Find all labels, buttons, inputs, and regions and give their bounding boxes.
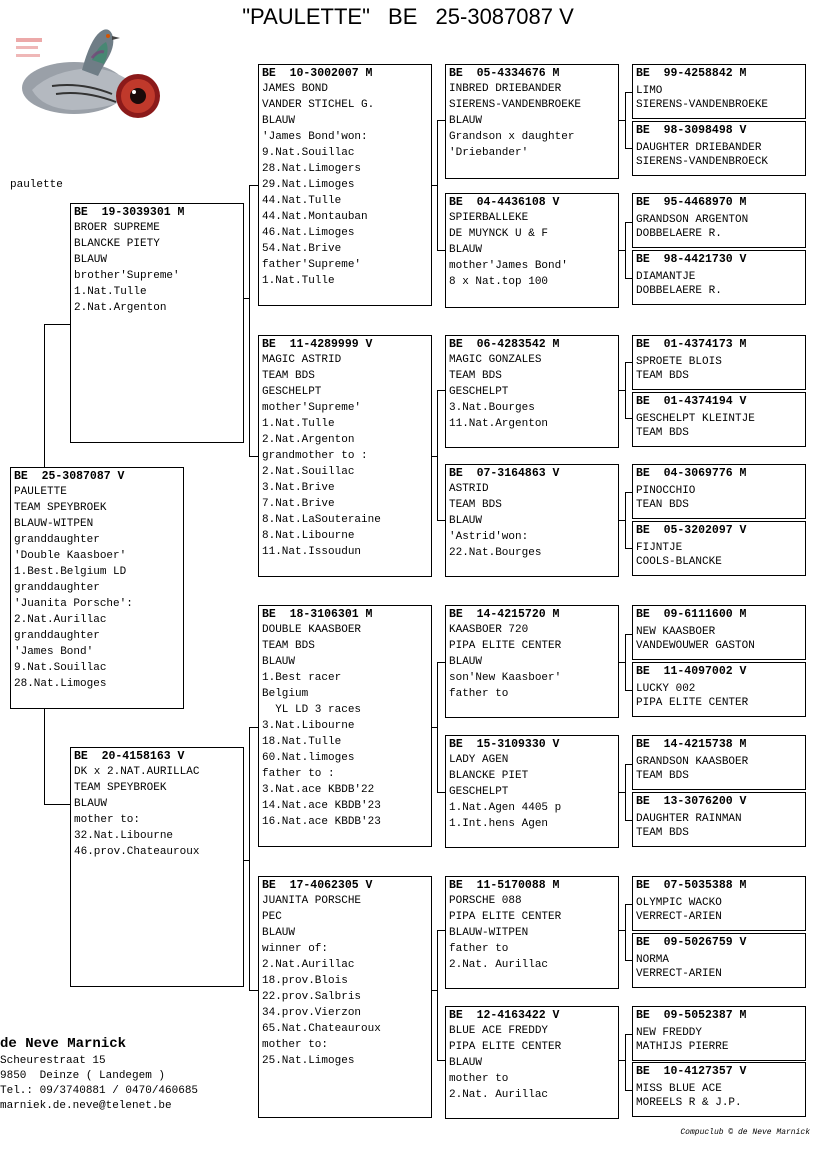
pedigree-line: MAGIC GONZALES bbox=[449, 354, 542, 366]
connector bbox=[44, 708, 45, 804]
ring-number: BE 12-4163422 V bbox=[449, 1009, 560, 1022]
ring-number: BE 14-4215738 M bbox=[636, 738, 747, 751]
pedigree-line: 'Astrid'won: bbox=[449, 531, 529, 543]
connector bbox=[625, 764, 626, 820]
connector bbox=[625, 222, 626, 278]
connector bbox=[625, 1034, 626, 1090]
pedigree-line: mother to: bbox=[74, 814, 141, 826]
pedigree-line: TEAM BDS bbox=[636, 370, 689, 382]
pedigree-line: 1.Best racer bbox=[262, 672, 342, 684]
g3-grandparent-box bbox=[632, 605, 806, 660]
ring-number: BE 19-3039301 M bbox=[74, 206, 185, 219]
grandparent-box bbox=[258, 335, 432, 577]
pedigree-line: 'Juanita Porsche': bbox=[14, 598, 133, 610]
pedigree-line: 32.Nat.Libourne bbox=[74, 830, 174, 842]
pedigree-line: NEW KAASBOER bbox=[636, 626, 716, 638]
pedigree-line: father to bbox=[449, 943, 509, 955]
pedigree-line: BLAUW bbox=[449, 244, 483, 256]
connector bbox=[437, 662, 438, 792]
g3-grandparent-box bbox=[632, 792, 806, 847]
pedigree-line: 54.Nat.Brive bbox=[262, 243, 342, 255]
ring-number: BE 25-3087087 V bbox=[14, 470, 125, 483]
pedigree-line: SIERENS-VANDENBROEKE bbox=[449, 99, 582, 111]
pedigree-line: BLAUW bbox=[74, 798, 108, 810]
pedigree-line: BLUE ACE FREDDY bbox=[449, 1025, 549, 1037]
pedigree-line: 8 x Nat.top 100 bbox=[449, 276, 549, 288]
pedigree-line: 1.Nat.Tulle bbox=[262, 275, 335, 287]
pedigree-line: TEAM BDS bbox=[449, 370, 502, 382]
pedigree-line: 16.Nat.ace KBDB'23 bbox=[262, 816, 381, 828]
ring-number: BE 09-5052387 M bbox=[636, 1009, 747, 1022]
pedigree-line: 2.Nat. Aurillac bbox=[449, 959, 549, 971]
pedigree-line: 3.Nat.Libourne bbox=[262, 720, 355, 732]
pedigree-line: SPIERBALLEKE bbox=[449, 212, 529, 224]
pedigree-line: father'Supreme' bbox=[262, 259, 362, 271]
g3-grandparent-box bbox=[632, 1006, 806, 1061]
ring-number: BE 18-3106301 M bbox=[262, 608, 373, 621]
connector bbox=[249, 990, 258, 991]
pedigree-line: PAULETTE bbox=[14, 486, 67, 498]
ring-number: BE 98-3098498 V bbox=[636, 124, 747, 137]
grandparent-box bbox=[258, 605, 432, 847]
pedigree-line: 28.Nat.Limoges bbox=[14, 678, 107, 690]
ring-number: BE 10-4127357 V bbox=[636, 1065, 747, 1078]
connector bbox=[437, 390, 438, 520]
pedigree-line: MAGIC ASTRID bbox=[262, 354, 342, 366]
pedigree-line: SIERENS-VANDENBROECK bbox=[636, 156, 769, 168]
pedigree-line: DAUGHTER RAINMAN bbox=[636, 813, 742, 825]
connector bbox=[437, 120, 438, 250]
connector bbox=[249, 727, 258, 728]
pedigree-line: MISS BLUE ACE bbox=[636, 1083, 722, 1095]
pedigree-line: 8.Nat.Libourne bbox=[262, 530, 355, 542]
ring-number: BE 11-5170088 M bbox=[449, 879, 560, 892]
g3-grandparent-box bbox=[632, 662, 806, 717]
great-grandparent-box bbox=[445, 64, 619, 179]
g3-grandparent-box bbox=[632, 250, 806, 305]
pedigree-line: 8.Nat.LaSouteraine bbox=[262, 514, 381, 526]
ring-number: BE 95-4468970 M bbox=[636, 196, 747, 209]
connector bbox=[618, 390, 625, 391]
ring-number: BE 04-3069776 M bbox=[636, 467, 747, 480]
pedigree-line: BLAUW bbox=[262, 656, 296, 668]
great-grandparent-box bbox=[445, 335, 619, 448]
pedigree-line: 2.Nat.Argenton bbox=[262, 434, 355, 446]
ring-number: BE 05-4334676 M bbox=[449, 67, 560, 80]
ring-number: BE 01-4374173 M bbox=[636, 338, 747, 351]
connector bbox=[437, 520, 445, 521]
pedigree-line: VERRECT-ARIEN bbox=[636, 911, 722, 923]
pedigree-line: GESCHELPT bbox=[262, 386, 322, 398]
great-grandparent-box bbox=[445, 464, 619, 577]
great-grandparent-box bbox=[445, 193, 619, 308]
pedigree-line: 44.Nat.Tulle bbox=[262, 195, 342, 207]
connector bbox=[618, 662, 625, 663]
pedigree-line: 2.Nat.Aurillac bbox=[14, 614, 107, 626]
pedigree-line: PIPA ELITE CENTER bbox=[449, 1041, 562, 1053]
connector bbox=[437, 792, 445, 793]
pedigree-line: MATHIJS PIERRE bbox=[636, 1041, 729, 1053]
pedigree-line: brother'Supreme' bbox=[74, 270, 180, 282]
pedigree-line: BLAUW bbox=[262, 927, 296, 939]
pedigree-line: 2.Nat.Souillac bbox=[262, 466, 355, 478]
connector bbox=[625, 362, 626, 418]
ring-number: BE 09-5026759 V bbox=[636, 936, 747, 949]
pedigree-line: JAMES BOND bbox=[262, 83, 329, 95]
pedigree-line: PORSCHE 088 bbox=[449, 895, 522, 907]
ring-number: BE 11-4097002 V bbox=[636, 665, 747, 678]
ring-number: BE 98-4421730 V bbox=[636, 253, 747, 266]
owner-name: de Neve Marnick bbox=[0, 1036, 127, 1052]
connector bbox=[249, 185, 258, 186]
pedigree-line: 1.Nat.Tulle bbox=[74, 286, 147, 298]
pedigree-line: mother'James Bond' bbox=[449, 260, 568, 272]
pedigree-line: BLAUW bbox=[449, 1057, 483, 1069]
connector bbox=[437, 390, 445, 391]
pedigree-line: 22.Nat.Bourges bbox=[449, 547, 542, 559]
pedigree-line: son'New Kaasboer' bbox=[449, 672, 562, 684]
connector bbox=[437, 250, 445, 251]
pedigree-line: BLAUW-WITPEN bbox=[14, 518, 94, 530]
pedigree-line: granddaughter bbox=[14, 534, 100, 546]
pedigree-line: 14.Nat.ace KBDB'23 bbox=[262, 800, 381, 812]
pedigree-line: GRANDSON ARGENTON bbox=[636, 214, 749, 226]
pedigree-line: GESCHELPT bbox=[449, 386, 509, 398]
pedigree-line: TEAM BDS bbox=[262, 370, 315, 382]
great-grandparent-box bbox=[445, 876, 619, 989]
pedigree-line: 1.Int.hens Agen bbox=[449, 818, 549, 830]
g3-grandparent-box bbox=[632, 1062, 806, 1117]
pedigree-line: father to : bbox=[262, 768, 335, 780]
pedigree-line: Belgium bbox=[262, 688, 309, 700]
pedigree-line: MOREELS R & J.P. bbox=[636, 1097, 742, 1109]
pedigree-line: INBRED DRIEBANDER bbox=[449, 83, 562, 95]
ring-number: BE 17-4062305 V bbox=[262, 879, 373, 892]
pedigree-line: YL LD 3 races bbox=[262, 704, 362, 716]
connector bbox=[249, 185, 250, 456]
pedigree-line: 3.Nat.ace KBDB'22 bbox=[262, 784, 375, 796]
pedigree-line: BLAUW bbox=[74, 254, 108, 266]
pedigree-line: TEAM BDS bbox=[636, 427, 689, 439]
pedigree-line: 11.Nat.Argenton bbox=[449, 418, 549, 430]
pedigree-line: 22.prov.Salbris bbox=[262, 991, 362, 1003]
pedigree-line: PIPA ELITE CENTER bbox=[636, 697, 749, 709]
owner-email: marniek.de.neve@telenet.be bbox=[0, 1100, 172, 1112]
connector bbox=[618, 120, 625, 121]
great-grandparent-box bbox=[445, 605, 619, 718]
ring-number: BE 15-3109330 V bbox=[449, 738, 560, 751]
title-ring: 25-3087087 V bbox=[435, 4, 574, 29]
pedigree-line: DE MUYNCK U & F bbox=[449, 228, 549, 240]
pedigree-line: 46.Nat.Limoges bbox=[262, 227, 355, 239]
connector bbox=[44, 324, 70, 325]
grandparent-box bbox=[258, 876, 432, 1118]
pedigree-line: 'Double Kaasboer' bbox=[14, 550, 127, 562]
ring-number: BE 01-4374194 V bbox=[636, 395, 747, 408]
pedigree-line: TEAM SPEYBROEK bbox=[14, 502, 107, 514]
pedigree-line: PEC bbox=[262, 911, 282, 923]
pedigree-line: SPROETE BLOIS bbox=[636, 356, 722, 368]
subject-box bbox=[10, 467, 184, 709]
g3-grandparent-box bbox=[632, 193, 806, 248]
ring-number: BE 99-4258842 M bbox=[636, 67, 747, 80]
pedigree-line: 29.Nat.Limoges bbox=[262, 179, 355, 191]
title-name: "PAULETTE" bbox=[242, 4, 370, 29]
connector bbox=[44, 324, 45, 470]
pedigree-line: BLAUW bbox=[449, 515, 483, 527]
pedigree-line: 9.Nat.Souillac bbox=[14, 662, 107, 674]
pedigree-line: PIPA ELITE CENTER bbox=[449, 640, 562, 652]
pedigree-line: GESCHELPT KLEINTJE bbox=[636, 413, 755, 425]
pedigree-line: mother'Supreme' bbox=[262, 402, 362, 414]
pedigree-line: 1.Nat.Agen 4405 p bbox=[449, 802, 562, 814]
pedigree-line: mother to bbox=[449, 1073, 509, 1085]
g3-grandparent-box bbox=[632, 464, 806, 519]
pedigree-line: Grandson x daughter bbox=[449, 131, 575, 143]
ring-number: BE 07-3164863 V bbox=[449, 467, 560, 480]
pedigree-line: 2.Nat.Argenton bbox=[74, 302, 167, 314]
pedigree-line: LUCKY 002 bbox=[636, 683, 696, 695]
pedigree-line: 18.prov.Blois bbox=[262, 975, 348, 987]
pedigree-line: 9.Nat.Souillac bbox=[262, 147, 355, 159]
ring-number: BE 06-4283542 M bbox=[449, 338, 560, 351]
pedigree-line: father to bbox=[449, 688, 509, 700]
pedigree-line: 60.Nat.limoges bbox=[262, 752, 355, 764]
ring-number: BE 07-5035388 M bbox=[636, 879, 747, 892]
pedigree-line: DOBBELAERE R. bbox=[636, 228, 722, 240]
pedigree-line: 'James Bond' bbox=[14, 646, 94, 658]
pedigree-line: ASTRID bbox=[449, 483, 489, 495]
ring-number: BE 14-4215720 M bbox=[449, 608, 560, 621]
pedigree-line: 'Driebander' bbox=[449, 147, 529, 159]
ring-number: BE 05-3202097 V bbox=[636, 524, 747, 537]
grandparent-box bbox=[258, 64, 432, 306]
subject-label: paulette bbox=[10, 179, 63, 191]
pedigree-line: FIJNTJE bbox=[636, 542, 683, 554]
owner-street: Scheurestraat 15 bbox=[0, 1055, 106, 1067]
connector bbox=[618, 1060, 625, 1061]
pedigree-line: 28.Nat.Limogers bbox=[262, 163, 362, 175]
pedigree-line: VANDER STICHEL G. bbox=[262, 99, 375, 111]
pedigree-line: DAUGHTER DRIEBANDER bbox=[636, 142, 762, 154]
pedigree-line: BLAUW-WITPEN bbox=[449, 927, 529, 939]
pedigree-line: KAASBOER 720 bbox=[449, 624, 529, 636]
connector bbox=[625, 492, 626, 548]
title-country: BE bbox=[388, 4, 418, 29]
pedigree-line: TEAM BDS bbox=[636, 770, 689, 782]
pedigree-line: PINOCCHIO bbox=[636, 485, 696, 497]
ring-number: BE 13-3076200 V bbox=[636, 795, 747, 808]
pedigree-line: 2.Nat. Aurillac bbox=[449, 1089, 549, 1101]
pedigree-line: 46.prov.Chateauroux bbox=[74, 846, 200, 858]
pedigree-line: 1.Best.Belgium LD bbox=[14, 566, 127, 578]
pedigree-line: VANDEWOUWER GASTON bbox=[636, 640, 755, 652]
pedigree-line: GRANDSON KAASBOER bbox=[636, 756, 749, 768]
connector bbox=[618, 930, 625, 931]
pedigree-line: GESCHELPT bbox=[449, 786, 509, 798]
connector bbox=[249, 727, 250, 990]
pedigree-line: NORMA bbox=[636, 954, 670, 966]
dam-box bbox=[70, 747, 244, 987]
connector bbox=[437, 930, 445, 931]
pedigree-line: SIERENS-VANDENBROEKE bbox=[636, 99, 769, 111]
owner-phone: Tel.: 09/3740881 / 0470/460685 bbox=[0, 1085, 199, 1097]
pedigree-line: TEAM SPEYBROEK bbox=[74, 782, 167, 794]
pedigree-line: BROER SUPREME bbox=[74, 222, 160, 234]
pedigree-line: BLAUW bbox=[449, 115, 483, 127]
ring-number: BE 04-4436108 V bbox=[449, 196, 560, 209]
pedigree-line: BLAUW bbox=[449, 656, 483, 668]
connector bbox=[437, 120, 445, 121]
connector bbox=[44, 804, 70, 805]
g3-grandparent-box bbox=[632, 392, 806, 447]
connector bbox=[618, 520, 625, 521]
g3-grandparent-box bbox=[632, 121, 806, 176]
connector bbox=[625, 904, 626, 960]
pedigree-line: DOUBLE KAASBOER bbox=[262, 624, 362, 636]
pedigree-line: BLANCKE PIET bbox=[449, 770, 529, 782]
pedigree-line: 11.Nat.Issoudun bbox=[262, 546, 362, 558]
ring-number: BE 11-4289999 V bbox=[262, 338, 373, 351]
sire-box bbox=[70, 203, 244, 443]
pedigree-line: DIAMANTJE bbox=[636, 271, 696, 283]
pedigree-line: TEAN BDS bbox=[636, 499, 689, 511]
connector bbox=[625, 634, 626, 690]
connector bbox=[618, 250, 625, 251]
connector bbox=[249, 456, 258, 457]
g3-grandparent-box bbox=[632, 933, 806, 988]
pedigree-line: winner of: bbox=[262, 943, 329, 955]
pedigree-line: DK x 2.NAT.AURILLAC bbox=[74, 766, 200, 778]
pedigree-line: LIMO bbox=[636, 85, 663, 97]
connector bbox=[437, 662, 445, 663]
g3-grandparent-box bbox=[632, 735, 806, 790]
pedigree-line: 44.Nat.Montauban bbox=[262, 211, 368, 223]
pedigree-line: granddaughter bbox=[14, 630, 100, 642]
g3-grandparent-box bbox=[632, 521, 806, 576]
pedigree-line: granddaughter bbox=[14, 582, 100, 594]
ring-number: BE 09-6111600 M bbox=[636, 608, 747, 621]
great-grandparent-box bbox=[445, 1006, 619, 1119]
pedigree-line: NEW FREDDY bbox=[636, 1027, 703, 1039]
pedigree-line: 3.Nat.Brive bbox=[262, 482, 335, 494]
owner-info bbox=[0, 1034, 198, 1114]
g3-grandparent-box bbox=[632, 64, 806, 119]
pedigree-line: 3.Nat.Bourges bbox=[449, 402, 535, 414]
pedigree-line: VERRECT-ARIEN bbox=[636, 968, 722, 980]
connector bbox=[437, 930, 438, 1060]
pedigree-line: 'James Bond'won: bbox=[262, 131, 368, 143]
connector bbox=[625, 92, 626, 148]
pedigree-line: 7.Nat.Brive bbox=[262, 498, 335, 510]
pedigree-line: grandmother to : bbox=[262, 450, 368, 462]
pedigree-line: 34.prov.Vierzon bbox=[262, 1007, 362, 1019]
pedigree-line: JUANITA PORSCHE bbox=[262, 895, 362, 907]
pedigree-line: TEAM BDS bbox=[636, 827, 689, 839]
pedigree-line: 25.Nat.Limoges bbox=[262, 1055, 355, 1067]
pedigree-line: COOLS-BLANCKE bbox=[636, 556, 722, 568]
g3-grandparent-box bbox=[632, 335, 806, 390]
connector bbox=[618, 792, 625, 793]
g3-grandparent-box bbox=[632, 876, 806, 931]
pedigree-line: 18.Nat.Tulle bbox=[262, 736, 342, 748]
pedigree-line: TEAM BDS bbox=[262, 640, 315, 652]
ring-number: BE 10-3002007 M bbox=[262, 67, 373, 80]
great-grandparent-box bbox=[445, 735, 619, 848]
pedigree-line: BLAUW bbox=[262, 115, 296, 127]
pedigree-line: OLYMPIC WACKO bbox=[636, 897, 722, 909]
footer-credit: Compuclub © de Neve Marnick bbox=[680, 1128, 810, 1137]
ring-number: BE 20-4158163 V bbox=[74, 750, 185, 763]
pedigree-line: TEAM BDS bbox=[449, 499, 502, 511]
pedigree-line: LADY AGEN bbox=[449, 754, 509, 766]
pigeon-logo-icon bbox=[12, 10, 172, 140]
pedigree-line: 65.Nat.Chateauroux bbox=[262, 1023, 381, 1035]
pedigree-line: DOBBELAERE R. bbox=[636, 285, 722, 297]
pedigree-line: 1.Nat.Tulle bbox=[262, 418, 335, 430]
pedigree-line: mother to: bbox=[262, 1039, 329, 1051]
pedigree-line: PIPA ELITE CENTER bbox=[449, 911, 562, 923]
pedigree-line: 2.Nat.Aurillac bbox=[262, 959, 355, 971]
owner-city: 9850 Deinze ( Landegem ) bbox=[0, 1070, 166, 1082]
pedigree-line: BLANCKE PIETY bbox=[74, 238, 160, 250]
connector bbox=[437, 1060, 445, 1061]
